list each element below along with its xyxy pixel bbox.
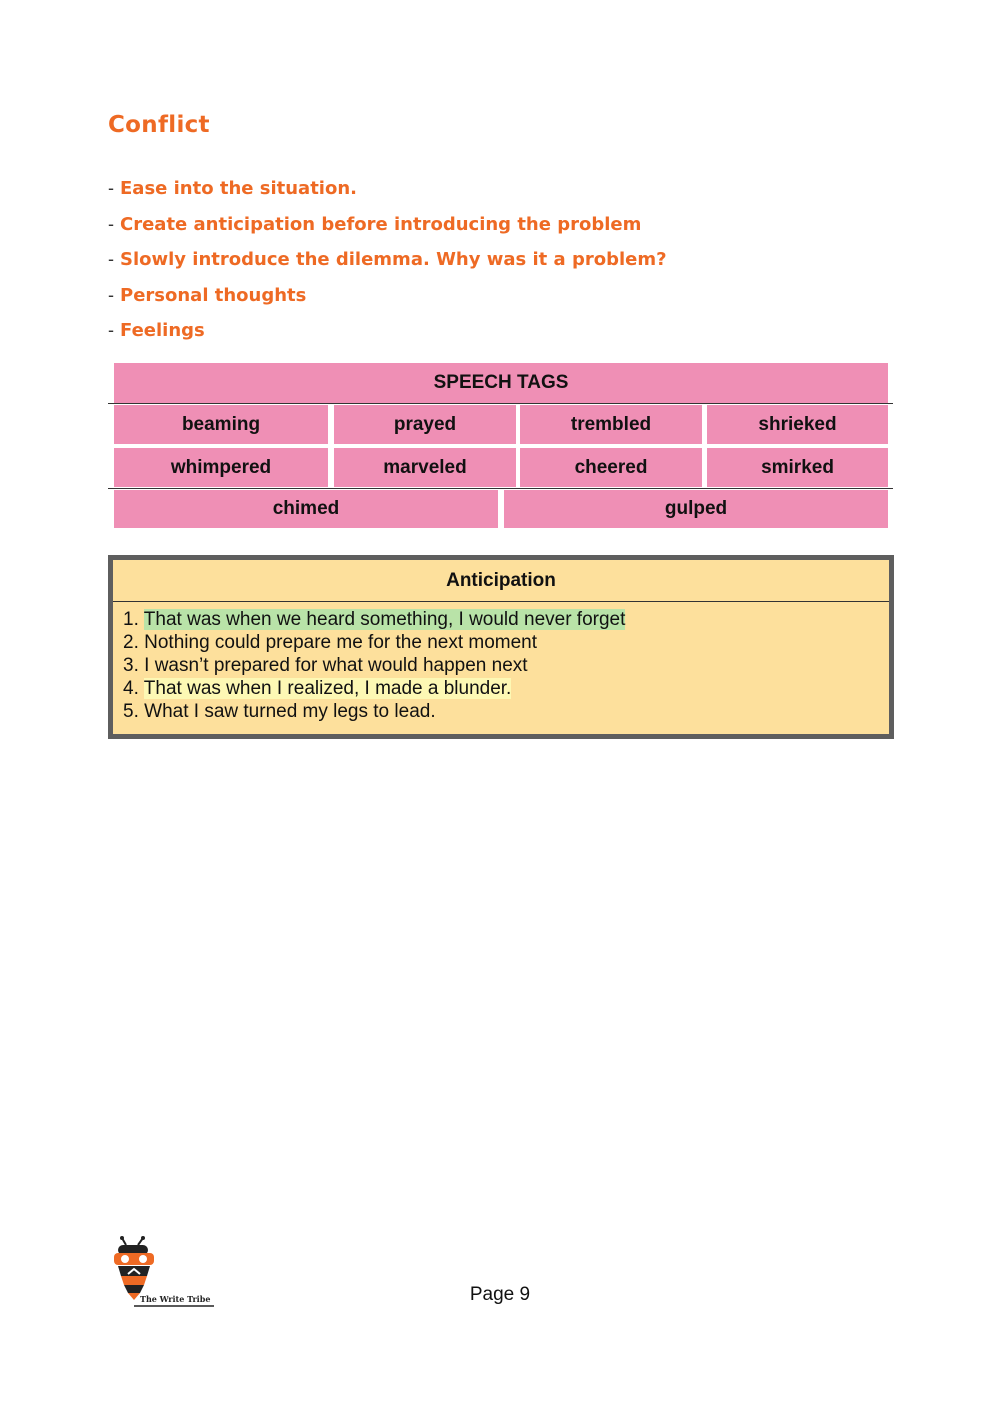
list-item-text: Personal thoughts (120, 284, 307, 306)
speech-tags-title: SPEECH TAGS (114, 363, 888, 403)
list-item-text: Feelings (120, 320, 205, 341)
list-item-text: Slowly introduce the dilemma. Why was it a problem? (120, 249, 667, 270)
list-item (108, 249, 667, 285)
speech-tag-cell: shrieked (707, 405, 888, 444)
speech-tag-cell: smirked (707, 448, 888, 487)
bullet-dash: - (108, 284, 114, 305)
speech-tag-cell: marveled (334, 448, 516, 487)
item-number: 3. (123, 655, 139, 676)
table-divider (108, 403, 893, 404)
list-item (123, 608, 889, 631)
bullet-dash: - (108, 178, 114, 198)
list-item (108, 320, 667, 356)
bullet-dash: - (108, 249, 114, 269)
anticipation-title: Anticipation (113, 560, 889, 602)
bullet-dash: - (108, 213, 114, 234)
list-item-text: Ease into the situation. (120, 178, 357, 199)
anticipation-list (113, 602, 889, 723)
item-number: 5. (123, 701, 139, 722)
list-item (123, 677, 889, 700)
anticipation-box (108, 555, 894, 739)
list-item (108, 178, 667, 214)
page-heading: Conflict (108, 112, 210, 138)
speech-tag-cell: prayed (334, 405, 516, 444)
item-text: I wasn’t prepared for what would happen next (144, 655, 528, 676)
speech-tag-cell: trembled (520, 405, 702, 444)
item-text: What I saw turned my legs to lead. (144, 701, 436, 722)
item-text-highlighted: That was when I realized, I made a blunder. (143, 678, 512, 699)
speech-tag-cell: gulped (504, 490, 888, 528)
conflict-tips-list (108, 178, 667, 356)
speech-tags-table (108, 363, 893, 529)
item-number: 1. (123, 609, 139, 630)
speech-tag-cell: chimed (114, 490, 498, 528)
bullet-dash: - (108, 320, 114, 340)
item-number: 2. (123, 632, 139, 653)
speech-tag-cell: whimpered (114, 448, 328, 487)
list-item (123, 700, 889, 723)
list-item-text: Create anticipation before introducing the problem (120, 213, 642, 235)
item-text: Nothing could prepare me for the next moment (144, 632, 538, 653)
item-text-highlighted: That was when we heard something, I would never forget (143, 609, 626, 630)
list-item (108, 285, 667, 321)
speech-tag-cell: beaming (114, 405, 328, 444)
logo-text: The Write Tribe (140, 1294, 211, 1304)
list-item (123, 654, 889, 677)
item-number: 4. (123, 678, 139, 699)
list-item (108, 214, 667, 250)
list-item (123, 631, 889, 654)
page-number: Page 9 (469, 1284, 531, 1305)
speech-tag-cell: cheered (520, 448, 702, 487)
table-divider (108, 488, 893, 489)
